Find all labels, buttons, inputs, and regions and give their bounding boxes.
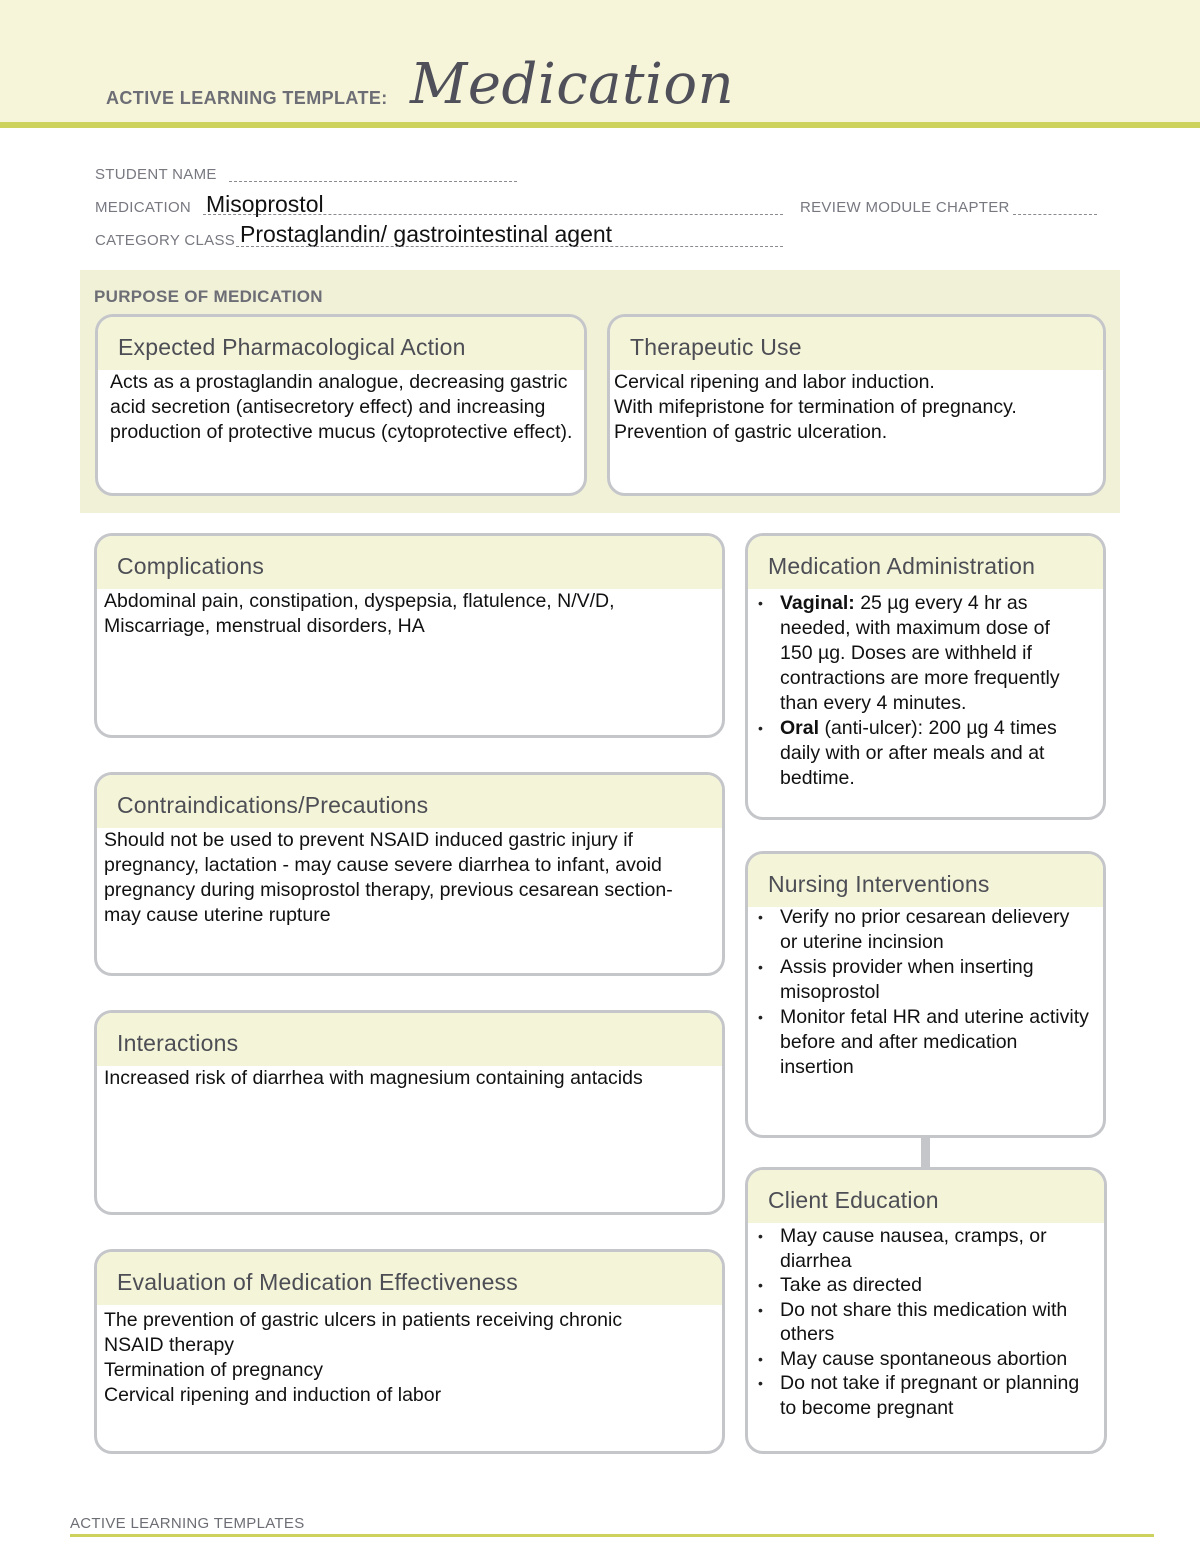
administration-list — [756, 591, 1085, 791]
evaluation-line: Termination of pregnancy — [104, 1359, 323, 1381]
client-education-item: • May cause nausea, cramps, or diarrhea — [756, 1224, 1092, 1273]
client-education-card — [745, 1167, 1107, 1454]
route-text: 25 µg every 4 hr as needed, with maximum dose of 150 µg. Doses are withheld if contractions are more frequently than every 4 minutes. — [780, 592, 1060, 714]
client-education-list — [756, 1224, 1092, 1420]
nursing-item: • Monitor fetal HR and uterine activity before and after medication insertion — [756, 1005, 1091, 1080]
card-title: Therapeutic Use — [630, 334, 802, 360]
card-title: Nursing Interventions — [768, 871, 990, 897]
nursing-card — [745, 851, 1106, 1138]
administration-card — [745, 533, 1106, 820]
client-education-item: • Do not take if pregnant or planning to become pregnant — [756, 1371, 1092, 1420]
student-name-label: STUDENT NAME — [95, 166, 217, 183]
card-body — [104, 828, 712, 928]
header-rule — [0, 122, 1200, 128]
route-label: Vaginal: — [780, 592, 855, 614]
category-class-label: CATEGORY CLASS — [95, 232, 236, 249]
medication-label: MEDICATION — [95, 199, 192, 216]
therapeutic-use-line: Prevention of gastric ulceration. — [614, 421, 888, 443]
review-module-label: REVIEW MODULE CHAPTER — [800, 199, 1010, 216]
evaluation-card — [94, 1249, 725, 1454]
client-education-item: • Do not share this medication with others — [756, 1298, 1092, 1347]
expected-action-card — [95, 314, 587, 496]
card-body — [756, 905, 1091, 1080]
evaluation-line: The prevention of gastric ulcers in patients receiving chronic NSAID therapy — [104, 1309, 623, 1356]
template-title: Medication — [410, 52, 735, 117]
interactions-card — [94, 1010, 725, 1215]
card-title: Interactions — [117, 1030, 239, 1056]
administration-item — [756, 716, 1085, 791]
review-module-line — [1013, 214, 1097, 215]
card-title: Evaluation of Medication Effectiveness — [117, 1269, 518, 1295]
card-body — [756, 591, 1085, 791]
client-education-item: • Take as directed — [756, 1273, 1092, 1298]
category-class-value[interactable]: Prostaglandin/ gastrointestinal agent — [240, 221, 613, 247]
purpose-label: PURPOSE OF MEDICATION — [94, 287, 323, 306]
card-body — [756, 1224, 1092, 1420]
connector-bar — [921, 1137, 930, 1167]
nursing-item: • Verify no prior cesarean delievery or uterine incinsion — [756, 905, 1091, 955]
card-title: Expected Pharmacological Action — [118, 334, 466, 360]
therapeutic-use-line: With mifepristone for termination of pregnancy. — [614, 396, 1017, 418]
complications-card — [94, 533, 725, 738]
footer-rule — [70, 1534, 1154, 1537]
expected-action-text: Acts as a prostaglandin analogue, decreasing gastric acid secretion (antisecretory effect) and increasing production of protective mucus (cytoprotective effect). — [110, 371, 573, 443]
nursing-item: • Assis provider when inserting misoprostol — [756, 955, 1091, 1005]
medication-value[interactable]: Misoprostol — [206, 191, 324, 217]
nursing-list — [756, 905, 1091, 1080]
evaluation-line: Cervical ripening and induction of labor — [104, 1384, 442, 1406]
card-title: Complications — [117, 553, 265, 579]
card-title: Client Education — [768, 1187, 939, 1213]
contraindications-card — [94, 772, 725, 976]
card-body — [110, 370, 574, 445]
interactions-text: Increased risk of diarrhea with magnesium containing antacids — [104, 1067, 643, 1089]
footer-label: ACTIVE LEARNING TEMPLATES — [70, 1515, 305, 1532]
category-class-line — [236, 246, 783, 247]
student-name-line — [229, 181, 517, 182]
complications-line: Miscarriage, menstrual disorders, HA — [104, 615, 425, 637]
route-text: (anti-ulcer): 200 µg 4 times daily with or after meals and at bedtime. — [780, 717, 1057, 789]
card-body — [104, 1066, 712, 1091]
card-body — [104, 589, 712, 639]
contraindications-text: Should not be used to prevent NSAID induced gastric injury if pregnancy, lactation - may cause severe diarrhea to infant, avoid pregnancy during misoprostol therapy, previous cesarean section- may cause uterine rupture — [104, 829, 673, 926]
client-education-item: • May cause spontaneous abortion — [756, 1347, 1092, 1372]
therapeutic-use-line: Cervical ripening and labor induction. — [614, 371, 935, 393]
medication-line — [203, 214, 783, 215]
card-title: Medication Administration — [768, 553, 1036, 579]
route-label: Oral — [780, 717, 820, 739]
card-title: Contraindications/Precautions — [117, 792, 429, 818]
card-body — [104, 1308, 682, 1408]
therapeutic-use-card — [607, 314, 1106, 496]
administration-item — [756, 591, 1085, 716]
card-body — [614, 370, 1093, 445]
complications-line: Abdominal pain, constipation, dyspepsia, flatulence, N/V/D, — [104, 590, 615, 612]
template-label: ACTIVE LEARNING TEMPLATE: — [106, 88, 388, 108]
